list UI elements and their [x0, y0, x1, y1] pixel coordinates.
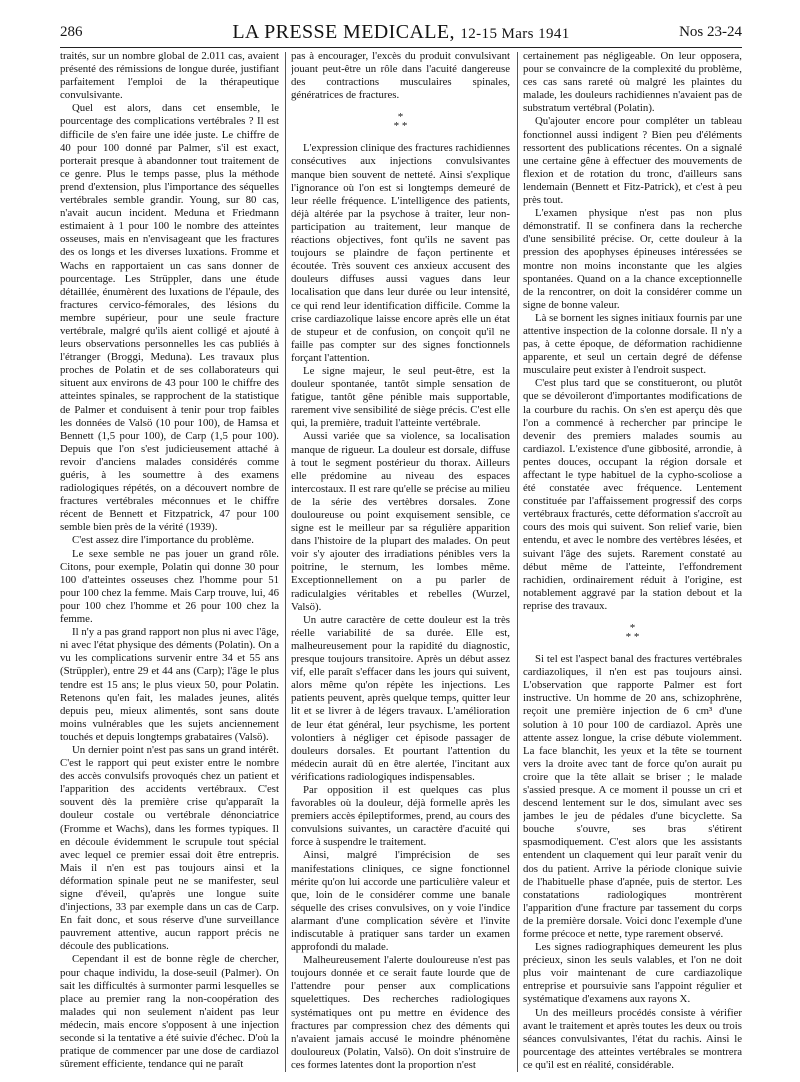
paragraph: traités, sur un nombre global de 2.011 cas, avaient présenté des rémissions de longue durée, justifiant parfaitement l'emploi de la thérapeutique convulsivante. [60, 50, 279, 102]
paragraph: C'est assez dire l'importance du problème. [72, 534, 254, 547]
column-1 [60, 50, 279, 1070]
paragraph: certainement pas négligeable. On leur opposera, pour se convaincre de la complexité du problème, ces cas sans rareté où malgré les plaintes du malade, les douleurs rachidiennes n'avaient pas de substratum vertébral (Polatin). [523, 50, 742, 115]
column-divider [285, 52, 286, 1072]
paragraph: pas à encourager, l'excès du produit convulsivant jouant peut-être un rôle dans l'acuité dangereuse des contractions musculaires spinales, génératrices de fractures. [291, 50, 510, 102]
paragraph: Il n'y a pas grand rapport non plus ni avec l'âge, ni avec l'état physique des déments (Polatin). On a vu les complications survenir entre 34 et 55 ans (Strüppler), entre 29 et 44 ans (Carp); l'âge le plus tendre est 15 ans; le plus vieux 50, pour Polatin. Retenons qu'en fait, les malades jeunes, alités depuis peu, mieux alimentés, sont sans doute moins vulnérables que les sujets anciennement touchés et depuis longtemps grabataires (Valsö). [60, 626, 279, 743]
column-2 [291, 50, 510, 1070]
paragraph: Aussi variée que sa violence, sa localisation manque de rigueur. La douleur est dorsale, diffuse à tout le segment postérieur du thorax. Ailleurs elle prédomine au niveau des espaces intercostaux. Il est rare qu'elle se précise au milieu de la série des vertèbres dorsales. Zone douloureuse ou point exquisement sensible, ce signe est le meilleur par sa régulière apparition dans l'histoire de la plupart des malades. On peut voir s'y ajouter des irradiations pénibles vers la poitrine, le sternum, les lombes même. Exceptionnellement on a pu parler de radiculalgies véritables et rebelles (Wurzel, Valsö). [291, 430, 510, 613]
paragraph: L'expression clinique des fractures rachidiennes consécutives aux injections convulsivantes manque bien souvent de netteté. Ainsi s'explique l'ignorance où l'on est si longtemps demeuré de leur réelle fréquence. L'intelligence des patients, déjà altérée par la psychose à traiter, leur non-participation au traitement, leur manque de réactions objectives, font qu'ils ne savent pas toujours se plaindre de façon pertinente et écoutée. Très souvent ces anxieux accusent des douleurs diffuses aussi vagues dans leur localisation que dans leur durée ou leur intensité, ce qui rend leur identification difficile. Comme la crise cardiazolique laisse encore après elle un état de stupeur et de confusion, on conçoit qu'il ne faille pas compter sur des signes fonctionnels forçant l'attention. [291, 142, 510, 364]
paragraph: Cependant il est de bonne règle de chercher, pour chaque individu, la dose-seuil (Palmer). On sait les difficultés à surmonter parmi lesquelles se place au premier rang la non-coopération des malades qui non seulement n'aident pas leur médecin, mais encore s'opposent à une injection seconde si la tentative a été suivie d'échec. D'où la pratique de commencer par une dose de cardiazol sûrement efficiente, tendance qui ne paraît [60, 953, 279, 1070]
paragraph: Là se bornent les signes initiaux fournis par une attentive inspection de la colonne dorsale. Il n'y a pas, à cette époque, de déformation rachidienne apparente, et seul un certain degré de défense musculaire peut exister à l'endroit suspect. [523, 311, 742, 377]
paragraph: L'examen physique n'est pas non plus démonstratif. Il se confinera dans la recherche d'une sensibilité précise. Or, cette douleur à la pression des apophyses épineuses intéressées se montre non moins inconstante que les algies spontanées. Quand on a la chance exceptionnelle de la rencontrer, on doit la considérer comme un signe de bonne valeur. [523, 207, 742, 311]
paragraph: C'est plus tard que se constitueront, ou plutôt que se dévoileront d'importantes modifications de la courbure du rachis. On s'en est aperçu dès que l'on a commencé à rechercher par principe le devenir des premiers malades soumis au cardiazol. L'existence d'une gibbosité, arrondie, à pentes douces, occupant la région dorsale et affectant le type habituel de la cypho-scoliose a été constatée avec fréquence. Lentement constituée par l'affaissement progressif des corps vertébraux fracturés, cette déformation s'accroît au cours des mois qui suivent. Son relief varie, bien entendu, et avec le nombre des vertèbres lésées, et suivant l'âge des sujets. Rarement constaté au début même de l'atteinte, l'effondrement rachidien, ordinairement réduit à l'origine, est notablement aggravé par la station debout et la reprise des travaux. [523, 377, 742, 612]
page-number: 286 [60, 24, 83, 40]
paragraph: Ainsi, malgré l'imprécision de ses manifestations cliniques, ce signe fonctionnel mérite qu'on lui accorde une particulière valeur et que, loin de le considérer comme une banale séquelle des crises convulsives, on y voie l'indice alarmant d'une complication sévère et l'invite indiscutable à pratiquer sans tarder un examen approfondi du malade. [291, 849, 510, 954]
paragraph: Un dernier point n'est pas sans un grand intérêt. C'est le rapport qui peut exister entre le nombre des accès convulsifs provoqués chez un patient et l'apparition des accidents vertébraux. C'est souvent dès la première crise qu'apparaît la douleur costale ou vertébrale dénonciatrice (Fromme et Wachs), dans les formes typiques. Il en découle évidemment le scrupule tout spécial avec lequel ce premier essai doit être entrepris. Mais il n'en est pas toujours ainsi et la déformation spinale peut ne se manifester, seul signe d'éveil, qu'après une longue suite d'injections, 33 par exemple dans un cas de Carp. En fait donc, et sous réserve d'une surveillance pauvrement attentive, aucun rapport précis ne découle des publications. [60, 743, 279, 953]
section-separator: * * * [393, 111, 408, 133]
header-rule [60, 47, 742, 48]
page-header [60, 16, 742, 46]
paragraph: Si tel est l'aspect banal des fractures vertébrales cardiazoliques, il n'en est pas toujours ainsi. L'observation que rapporte Palmer est fort instructive. Un homme de 20 ans, schizophrène, reçoit une première injection de 6 cm³ d'une solution à 10 pour 100 de cardiazol. Après une attente assez longue, la crise débute violemment. La face blanchit, les yeux et la tête se tournent vers la droite avec tant de force qu'on aurait pu croire que la tête allait se briser ; le malade s'assied presque. A ce moment il pousse un cri et descend lentement sur le dos, simulant avec ses jambes le jeu de pédales d'une bicyclette. Sa bouche s'ouvre, ses bras s'étirent spasmodiquement. C'est alors que les assistants entendent un claquement qui leur paraît venir du dos du patient. Arrive la période clonique suivie de l'habituelle phase d'apnée, puis de stertor. Les constatations radiologiques montrèrent l'apparition d'une fracture par tassement du corps de la première dorsale. Voici donc l'exemple d'une forme précoce et nette, type rarement observé. [523, 653, 742, 940]
paragraph: Un des meilleurs procédés consiste à vérifier avant le traitement et après toutes les deux ou trois séances convulsivantes, l'état du rachis. Ainsi le pourcentage des atteintes vertébrales se montrera ce qu'il est en réalité, considérable. [523, 1006, 742, 1070]
paragraph: Un autre caractère de cette douleur est la très réelle variabilité de sa durée. Elle est, malheureusement pour la rapidité du diagnostic, presque toujours transitoire. Après un début assez vif, elle paraît s'effacer dans les jours qui suivent, alors même qu'on répète les injections. Les patients peuvent, après quelque temps, quitter leur lit et se livrer à de légers travaux. L'amélioration de leur état général, leur psychisme, les portent volontiers à négliger cet épisode passager de douleurs dorsales. Et pourtant l'attention du médecin aurait dû en être alertée, l'incitant aux vérifications radiologiques indispensables. [291, 613, 510, 783]
section-separator: * * * [625, 622, 640, 644]
column-divider [517, 52, 518, 1072]
issue-number: Nos 23-24 [679, 24, 742, 40]
paragraph: Le signe majeur, le seul peut-être, est la douleur spontanée, tantôt simple sensation de fatigue, tantôt gêne pénible mais supportable, rarement vive sensibilité de siège précis. C'est elle qui, la première, traduit l'atteinte vertébrale. [291, 364, 510, 430]
paragraph: Quel est alors, dans cet ensemble, le pourcentage des complications vertébrales ? Il est difficile de s'en faire une idée juste. Le chiffre de 40 pour 100 donné par Palmer, s'il est exact, porterait presque à abandonner tout traitement de ce genre. Plus le temps passe, plus la méthode prend d'extension, plus l'importance des séquelles vertébrales semble grandir. Young, sur 80 cas, n'avait aucun incident. Meduna et Friedmann estimaient à 1 pour 100 le nombre des atteintes osseuses, mais en n'envisageant que les fractures des os longs et les diverses luxations. Fromme et Wachs en rapportaient un cas sans donner de pourcentage. Les Strüppler, dans une étude détaillée, énumèrent des luxations de l'épaule, des fractures cervico-fémorales, des lésions du membre supérieur, pour une seule fracture vertébrale, malgré qu'ils aient colligé et ajouté à leurs observations personnelles les cas publiés à l'étranger (Broggi, Meduna). Les travaux plus proches de Polatin et de ses collaborateurs qui situent aux environs de 43 pour 100 le chiffre des atteintes spinales, se rapprochent de la statistique de Palmer et conduisent à tenir pour trop faibles les données de Valsö (10 pour 100), de Hamsa et Bennett (1,5 pour 100), de Carp (1,5 pour 100). Depuis que l'on s'est judicieusement attaché à revoir d'anciens malades considérés comme guéris, à les soumettre à des examens radiologiques répétés, on a découvert nombre de fractures vertébrales méconnues et le chiffre récent de Bennett et Fitzpatrick, 47 pour 100 semble bien près de la vérité (1939). [60, 102, 279, 534]
paragraph: Qu'ajouter encore pour compléter un tableau fonctionnel aussi indigent ? Bien peu d'éléments ressortent des publications récentes. On a signalé une certaine gêne à effectuer des mouvements de flexion et de rotation du tronc, d'ailleurs sans lendemain (Bennett et Fitz-Patrick), et c'est à peu près tout. [523, 115, 742, 207]
paragraph: Par opposition il est quelques cas plus favorables où la douleur, déjà formelle après les premiers accès épileptiformes, prend, au cours des convulsions suivantes, un caractère d'acuité qui force à suspendre le traitement. [291, 783, 510, 849]
journal-title: LA PRESSE MEDICALE, [232, 21, 455, 43]
issue-date: 12-15 Mars 1941 [460, 26, 570, 42]
paragraph: Malheureusement l'alerte douloureuse n'est pas toujours donnée et ce serait faute lourde que de l'attendre pour penser aux complications squelettiques. Des recherches radiologiques systématiques ont pu mettre en évidence des fractures par compression chez des déments qui n'avaient jamais accusé le moindre phénomène douloureux (Polatin, Valsö). On doit s'instruire de ces formes latentes dont la proportion n'est [291, 954, 510, 1070]
column-3 [523, 50, 742, 1070]
paragraph: Le sexe semble ne pas jouer un grand rôle. Citons, pour exemple, Polatin qui donne 30 pour 100 d'atteintes osseuses chez l'homme pour 51 pour 100 chez la femme. Mais Carp trouve, lui, 46 pour 100 chez l'homme et 26 pour 100 chez la femme. [60, 547, 279, 626]
paragraph: Les signes radiographiques demeurent les plus précieux, sinon les seuls valables, et l'on ne doit plus voir maintenant de cure cardiazolique entreprise et poursuivie sans l'appoint régulier et systématique d'examens aux rayons X. [523, 941, 742, 1006]
journal-masthead [60, 21, 742, 44]
